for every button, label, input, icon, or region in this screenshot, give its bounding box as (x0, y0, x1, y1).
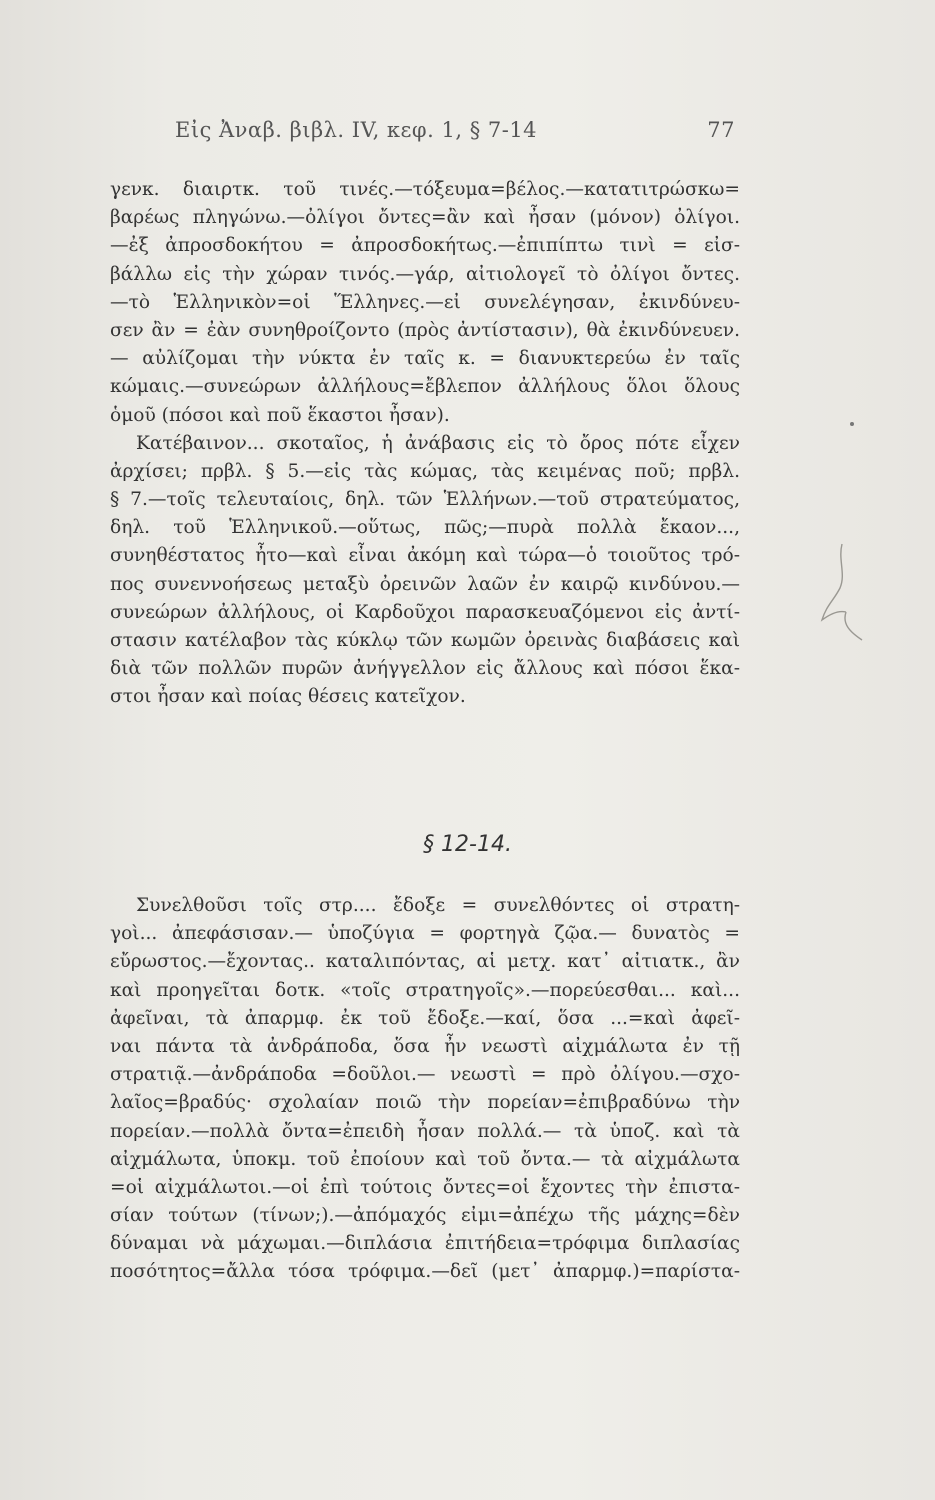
text-line: καὶ προηγεῖται δοτκ. «τοῖς στρατηγοῖς».—πορεύεσθαι... καὶ... (110, 979, 740, 1001)
text-line: στρατιᾷ.—ἀνδράποδα =δοῦλοι.— νεωστὶ = πρὸ ὀλίγου.—σχο- (110, 1064, 740, 1086)
text-line: πος συνεννοήσεως μεταξὺ ὀρεινῶν λαῶν ἐν καιρῷ κινδύνου.— (110, 573, 740, 595)
text-line: § 7.—τοῖς τελευταίοις, δηλ. τῶν Ἑλλήνων.—τοῦ στρατεύματος, (110, 489, 740, 511)
text-line: ναι πάντα τὰ ἀνδράποδα, ὅσα ἦν νεωστὶ αἰχμάλωτα ἐν τῇ (110, 1035, 740, 1057)
text-line: σεν ἂν = ἐὰν συνηθροίζοντο (πρὸς ἀντίστασιν), θὰ ἐκινδύνευεν. (110, 319, 740, 341)
ink-speck (850, 422, 854, 426)
text-line: λαῖος=βραδύς· σχολαίαν ποιῶ τὴν πορείαν=ἐπιβραδύνω τὴν (110, 1092, 740, 1114)
text-line: βάλλω εἰς τὴν χώραν τινός.—γάρ, αἰτιολογεῖ τὸ ὀλίγοι ὄντες. (110, 263, 740, 285)
text-line: —τὸ Ἑλληνικὸν=οἱ Ἕλληνες.—εἰ συνελέγησαν, ἐκινδύνευ- (110, 291, 740, 313)
section-heading: § 12-14. (423, 832, 512, 857)
text-line: στοι ἦσαν καὶ ποίας θέσεις κατεῖχον. (110, 686, 466, 708)
text-line: ποσότητος=ἄλλα τόσα τρόφιμα.—δεῖ (μετ᾽ ἀπαρμφ.)=παρίστα- (110, 1261, 740, 1283)
page-number: 77 (707, 118, 735, 142)
text-line: αἰχμάλωτα, ὑποκμ. τοῦ ἐποίουν καὶ τοῦ ὄντα.— τὰ αἰχμάλωτα (110, 1148, 740, 1170)
text-line: =οἱ αἰχμάλωτοι.—οἱ ἐπὶ τούτοις ὄντες=οἱ ἔχοντες τὴν ἐπιστα- (110, 1176, 740, 1198)
text-line: Συνελθοῦσι τοῖς στρ.... ἔδοξε = συνελθόντες οἱ στρατη- (136, 895, 740, 916)
pencil-margin-mark (812, 540, 872, 650)
text-line: γοὶ... ἀπεφάσισαν.— ὑποζύγια = φορτηγὰ ζῷα.— δυνατὸς = (110, 923, 740, 945)
lower-commentary (110, 892, 740, 1287)
text-line: ἀφεῖναι, τὰ ἀπαρμφ. ἐκ τοῦ ἔδοξε.—καί, ὅσα ...=καὶ ἀφεῖ- (110, 1007, 740, 1029)
text-line: —ἐξ ἀπροσδοκήτου = ἀπροσδοκήτως.—ἐπιπίπτω τινὶ = εἰσ- (110, 235, 740, 257)
text-line: συνεώρων ἀλλήλους, οἱ Καρδοῦχοι παρασκευαζόμενοι εἰς ἀντί- (110, 601, 740, 623)
text-line: διὰ τῶν πολλῶν πυρῶν ἀνήγγελλον εἰς ἄλλους καὶ πόσοι ἕκα- (110, 658, 740, 680)
running-title: Εἰς Ἀναβ. βιβλ. IV, κεφ. 1, § 7-14 (175, 118, 538, 142)
text-line: Κατέβαινον... σκοταῖος, ἡ ἀνάβασις εἰς τὸ ὄρος πότε εἶχεν (136, 432, 740, 454)
text-line: γενκ. διαιρτκ. τοῦ τινές.—τόξευμα=βέλος.—κατατιτρώσκω= (110, 179, 740, 200)
text-line: εὔρωστος.—ἔχοντας.. καταλιπόντας, αἱ μετχ. κατ᾽ αἰτιατκ., ἂν (110, 951, 740, 973)
text-line: σίαν τούτων (τίνων;).—ἀπόμαχός εἰμι=ἀπέχω τῆς μάχης=δὲν (110, 1205, 740, 1227)
text-line: συνηθέστατος ἦτο—καὶ εἶναι ἀκόμη καὶ τώρα—ὁ τοιοῦτος τρό- (110, 545, 740, 567)
text-line: δύναμαι νὰ μάχωμαι.—διπλάσια ἐπιτήδεια=τρόφιμα διπλασίας (110, 1233, 740, 1255)
text-line: στασιν κατέλαβον τὰς κύκλῳ τῶν κωμῶν ὀρεινὰς διαβάσεις καὶ (110, 630, 740, 651)
text-line: ἀρχίσει; πρβλ. § 5.—εἰς τὰς κώμας, τὰς κειμένας ποῦ; πρβλ. (110, 460, 740, 482)
text-line: δηλ. τοῦ Ἑλληνικοῦ.—οὕτως, πῶς;—πυρὰ πολλὰ ἔκαον..., (110, 517, 740, 539)
text-line: κώμαις.—συνεώρων ἀλλήλους=ἔβλεπον ἀλλήλους ὅλοι ὅλους (110, 376, 740, 398)
upper-commentary (110, 176, 740, 712)
text-line: πορείαν.—πολλὰ ὄντα=ἐπειδὴ ἦσαν πολλά.— τὰ ὑποζ. καὶ τὰ (110, 1120, 740, 1142)
text-line: βαρέως πληγώνω.—ὀλίγοι ὄντες=ἂν καὶ ἦσαν (μόνον) ὀλίγοι. (110, 207, 740, 229)
text-line: ὁμοῦ (πόσοι καὶ ποῦ ἕκαστοι ἦσαν). (110, 404, 450, 426)
text-line: — αὐλίζομαι τὴν νύκτα ἐν ταῖς κ. = διανυκτερεύω ἐν ταῖς (110, 348, 740, 370)
